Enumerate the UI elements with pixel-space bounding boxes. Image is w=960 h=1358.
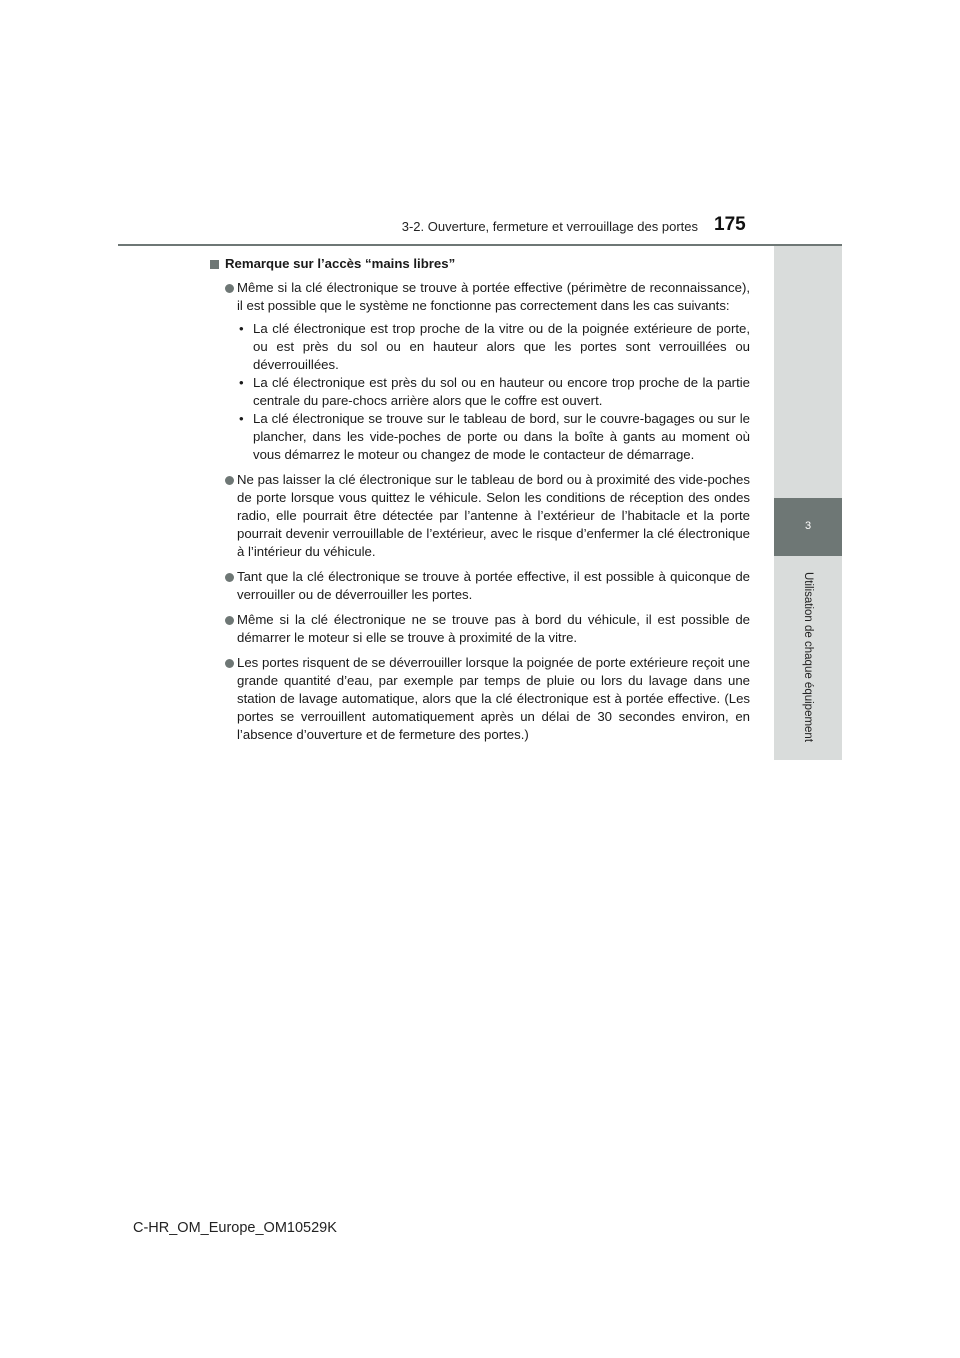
main-content: [210, 255, 750, 751]
bullet-item: [210, 471, 750, 561]
sub-item-text: La clé électronique est près du sol ou en hauteur ou encore trop proche de la partie centrale du pare-chocs arrière alors que le coffre est ouvert.: [253, 375, 750, 408]
sub-bullet-marker: •: [239, 321, 244, 336]
bullet-text: Ne pas laisser la clé électronique sur le tableau de bord ou à proximité des vide-poches de porte lorsque vous quittez le véhicule. Selon les conditions de réception des ondes radio, elle pourrait être détectée par l’antenne à l’extérieur de l’habitacle et la porte pourrait devenir verrouillable de l’extérieur, avec le risque d’enfermer la clé électronique à l’intérieur du véhicule.: [237, 472, 750, 559]
circle-bullet-icon: [225, 284, 234, 293]
sub-bullet-marker: •: [239, 375, 244, 390]
sub-list-item: [237, 374, 750, 410]
side-tab-upper: [774, 246, 842, 498]
sub-bullet-marker: •: [239, 411, 244, 426]
circle-bullet-icon: [225, 476, 234, 485]
sub-item-text: La clé électronique est trop proche de la vitre ou de la poignée extérieure de porte, ou est près du sol ou en hauteur alors que les portes sont verrouillées ou déverrouillées.: [253, 321, 750, 372]
sub-list: [237, 320, 750, 464]
note-heading: [210, 255, 750, 273]
note-heading-text: Remarque sur l’accès “mains libres”: [225, 256, 456, 271]
sub-list-item: [237, 320, 750, 374]
bullet-text: Tant que la clé électronique se trouve à portée effective, il est possible à quiconque de verrouiller ou de déverrouiller les portes.: [237, 569, 750, 602]
circle-bullet-icon: [225, 573, 234, 582]
bullet-item: [210, 611, 750, 647]
square-bullet-icon: [210, 260, 219, 269]
circle-bullet-icon: [225, 616, 234, 625]
circle-bullet-icon: [225, 659, 234, 668]
chapter-number-tab[interactable]: 3: [774, 498, 842, 556]
sub-item-text: La clé électronique se trouve sur le tableau de bord, sur le couvre-bagages ou sur le plancher, dans les vide-poches de porte ou dans la boîte à gants au moment où vous démarrez le moteur ou changez de mode le contacteur de démarrage.: [253, 411, 750, 462]
chapter-title: Utilisation de chaque équipement: [802, 571, 814, 743]
page-number: 175: [714, 214, 746, 235]
sub-list-item: [237, 410, 750, 464]
section-title: 3-2. Ouverture, fermeture et verrouillage des portes: [401, 219, 698, 234]
bullet-item: [210, 654, 750, 744]
bullet-item: [210, 279, 750, 464]
bullet-item: [210, 568, 750, 604]
bullet-text: Même si la clé électronique se trouve à portée effective (périmètre de reconnaissance), il est possible que le système ne fonctionne pas correctement dans les cas suivants:: [237, 280, 750, 313]
header-rule: [118, 244, 842, 246]
bullet-text: Les portes risquent de se déverrouiller lorsque la poignée de porte extérieure reçoit une grande quantité d’eau, par exemple par temps de pluie ou lors du lavage dans une station de lavage automatique, alors que la clé électronique est à portée effective. (Les portes se verrouillent automatiquement après un délai de 30 secondes environ, en l’absence d’ouverture et de fermeture des portes.): [237, 655, 750, 742]
bullet-text: Même si la clé électronique ne se trouve pas à bord du véhicule, il est possible de démarrer le moteur si elle se trouve à proximité de la vitre.: [237, 612, 750, 645]
document-id: C-HR_OM_Europe_OM10529K: [133, 1220, 337, 1236]
chapter-title-tab[interactable]: [776, 562, 840, 752]
